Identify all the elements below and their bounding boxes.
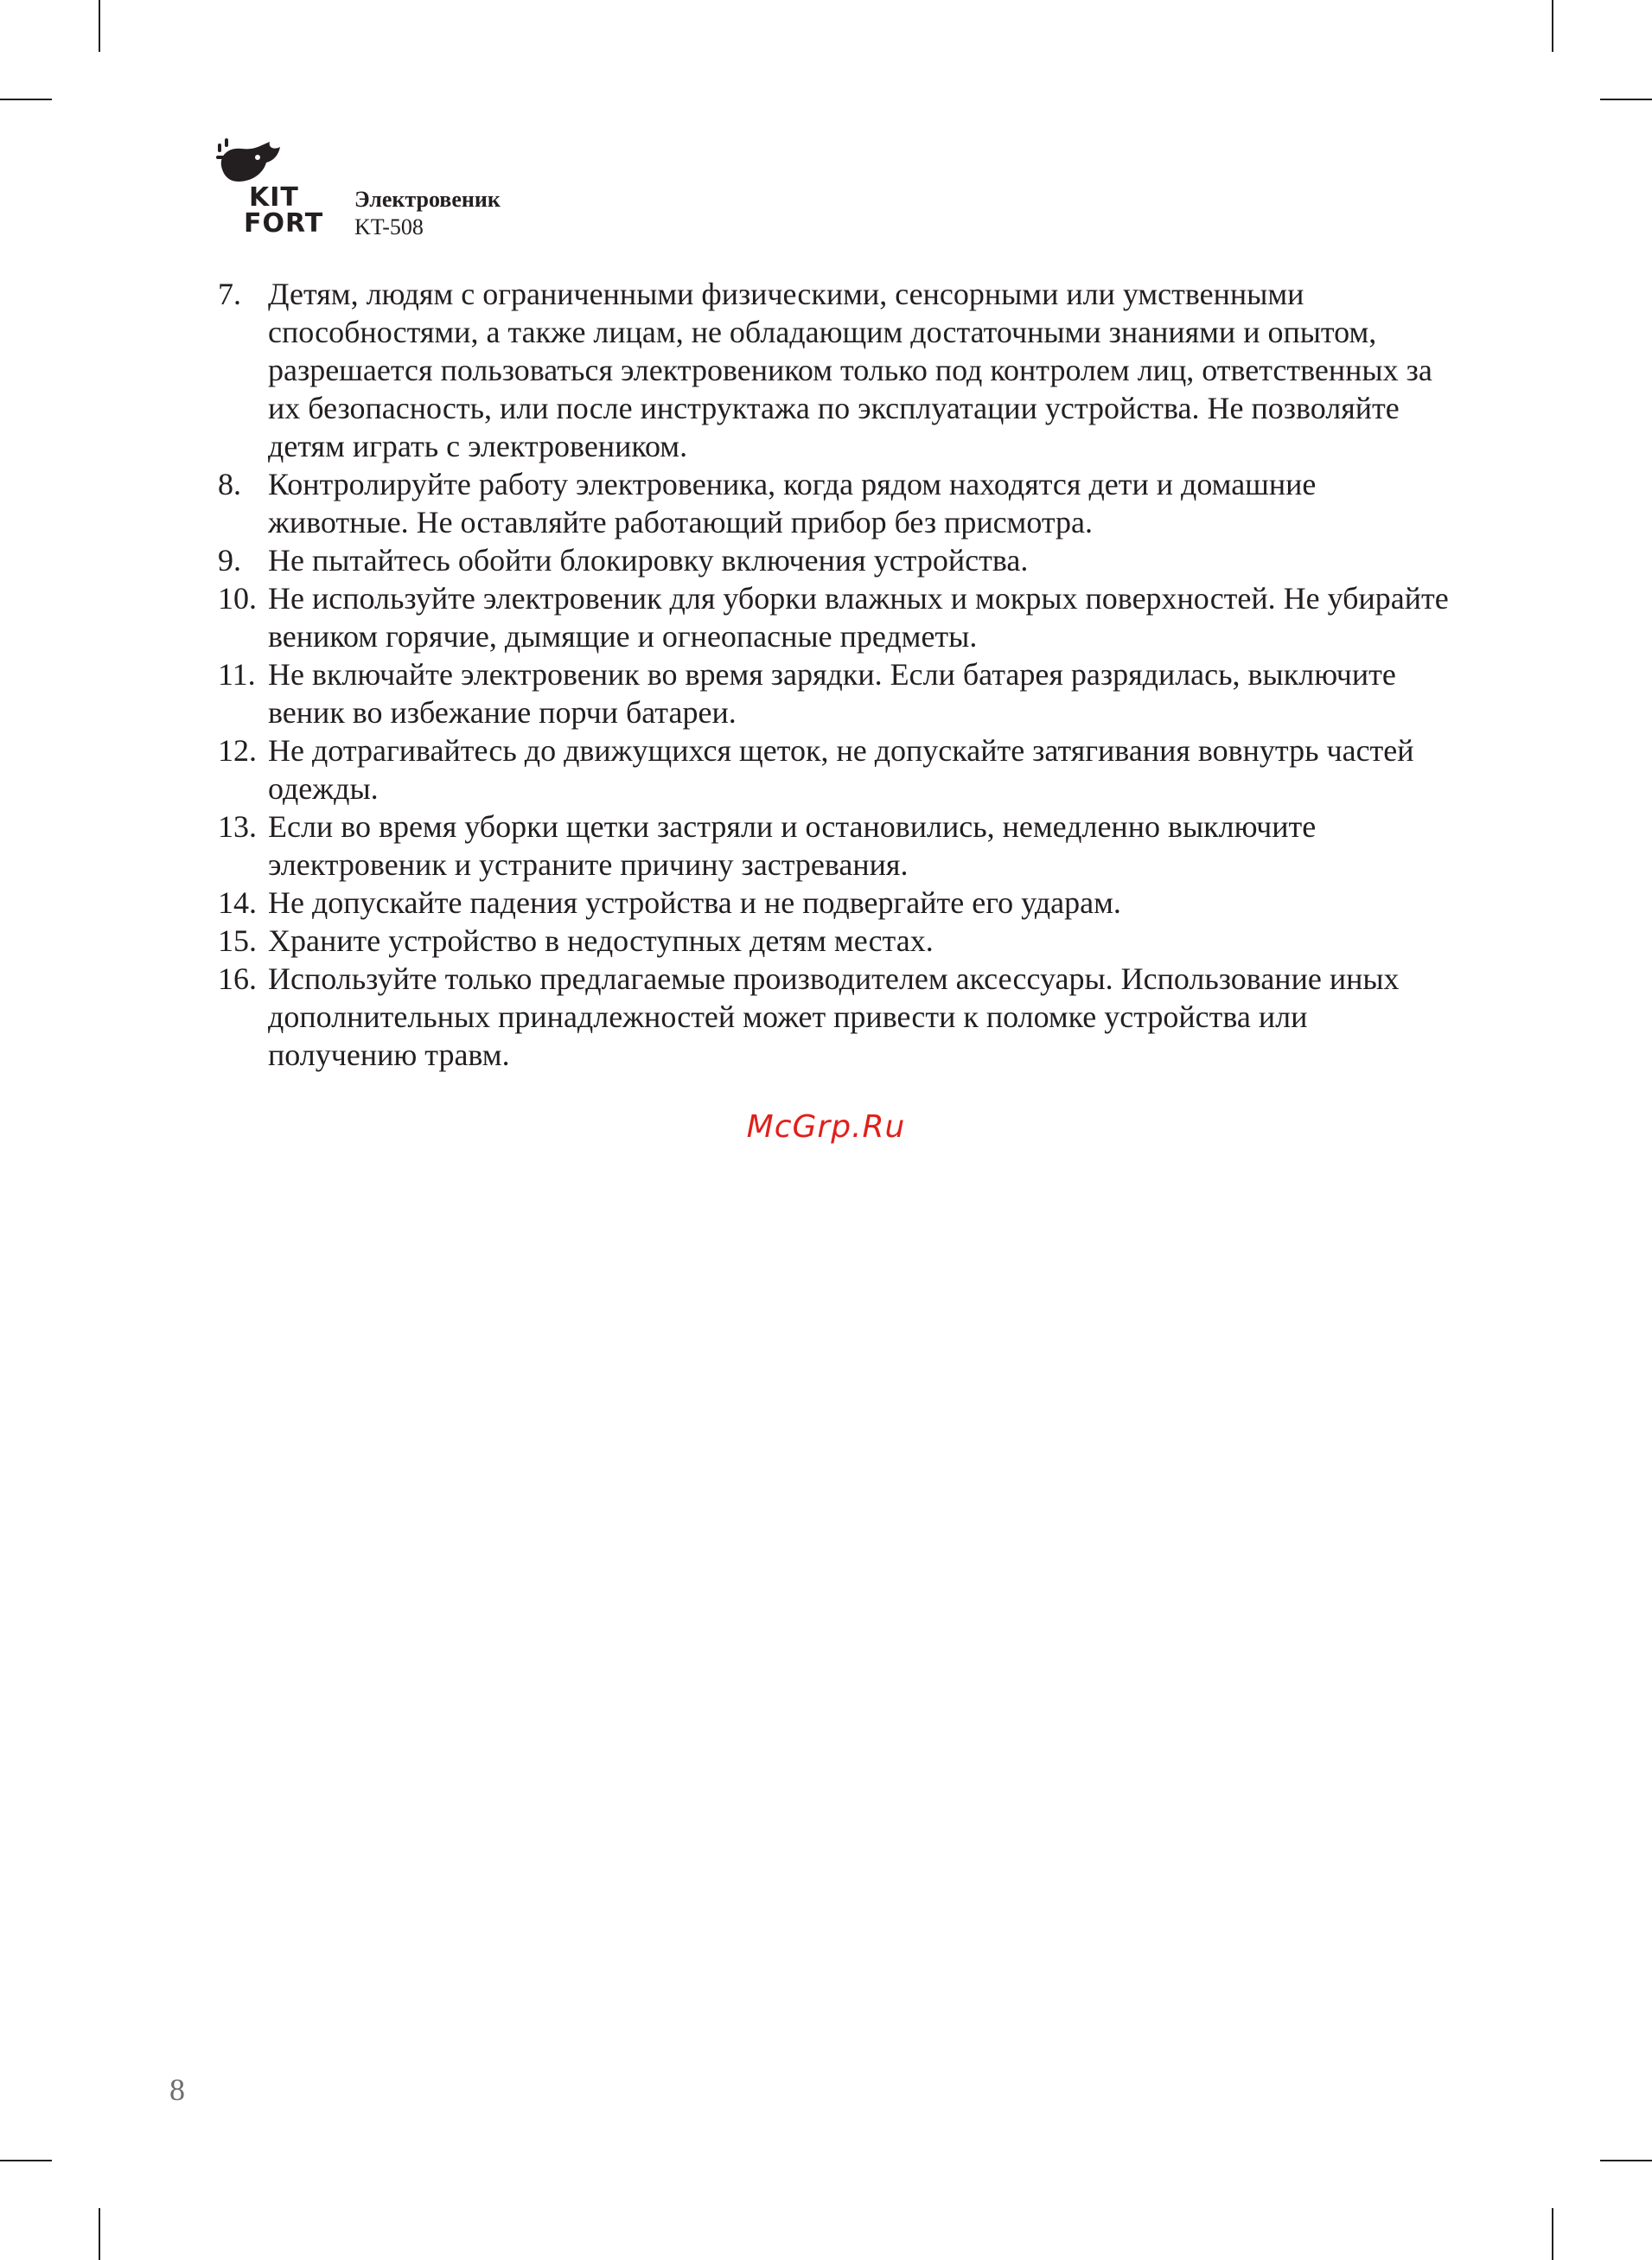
logo-text-kit: KIT	[249, 182, 299, 213]
whale-logo-icon	[216, 137, 285, 187]
list-item	[218, 808, 1463, 884]
list-item-number: 11.	[218, 657, 256, 692]
list-item-text: Не включайте электровеник во время зарядки. Если батарея разрядилась, выключите веник во избежание порчи батареи.	[268, 657, 1396, 730]
product-info	[354, 186, 501, 241]
list-item-number: 16.	[218, 961, 257, 996]
crop-mark-bottom-left	[99, 2208, 100, 2260]
list-item-text: Не допускайте падения устройства и не подвергайте его ударам.	[268, 885, 1121, 920]
product-name: Электровеник	[354, 187, 501, 212]
crop-mark-left-top	[0, 99, 52, 100]
list-item-number: 8.	[218, 467, 241, 501]
list-item-text: Не используйте электровеник для уборки влажных и мокрых поверхностей. Не убирайте веником горячие, дымящие и огнеопасные предметы.	[268, 581, 1449, 654]
crop-mark-right-top	[1600, 99, 1652, 100]
list-item	[218, 579, 1463, 655]
crop-mark-bottom-right	[1552, 2208, 1553, 2260]
list-item	[218, 731, 1463, 808]
list-item-number: 15.	[218, 923, 257, 958]
logo-text-fort: FORT	[244, 208, 324, 239]
list-item	[218, 884, 1463, 922]
list-item-text: Храните устройство в недоступных детям местах.	[268, 923, 934, 958]
list-item-number: 7.	[218, 277, 241, 311]
list-item	[218, 655, 1463, 731]
list-item-text: Не пытайтесь обойти блокировку включения устройства.	[268, 543, 1029, 578]
list-item-text: Детям, людям с ограниченными физическими, сенсорными или умственными способностями, а также лицам, не обладающим достаточными знаниями и опытом, разрешается пользоваться электровеником только под контролем лиц, ответственных за их безопасность, или после инструктажа по эксплуатации устройства. Не позволяйте детям играть с электровеником.	[268, 277, 1432, 463]
page-header	[216, 137, 579, 249]
list-item-text: Контролируйте работу электровеника, когда рядом находятся дети и домашние животные. Не оставляйте работающий прибор без присмотра.	[268, 467, 1317, 539]
list-item	[218, 922, 1463, 960]
crop-mark-left-bottom	[0, 2160, 52, 2161]
list-item-text: Используйте только предлагаемые производителем аксессуары. Использование иных дополнительных принадлежностей может привести к поломке устройства или получению травм.	[268, 961, 1400, 1072]
brand-logo	[216, 137, 328, 249]
crop-mark-right-bottom	[1600, 2160, 1652, 2161]
list-item	[218, 541, 1463, 579]
list-item-text: Если во время уборки щетки застряли и остановились, немедленно выключите электровеник и устраните причину застревания.	[268, 809, 1317, 882]
crop-mark-top-right	[1552, 0, 1553, 52]
page-number: 8	[169, 2072, 185, 2107]
watermark-link[interactable]: McGrp.Ru	[746, 1109, 906, 1145]
logo-wordmark	[244, 182, 324, 239]
list-item-number: 9.	[218, 543, 241, 578]
product-model: KT-508	[354, 214, 424, 239]
safety-rules-list	[218, 275, 1463, 1074]
list-item-text: Не дотрагивайтесь до движущихся щеток, не допускайте затягивания вовнутрь частей одежды.	[268, 733, 1414, 806]
crop-mark-top-left	[99, 0, 100, 52]
list-item-number: 13.	[218, 809, 257, 844]
list-item	[218, 465, 1463, 541]
list-item	[218, 960, 1463, 1074]
list-item-number: 12.	[218, 733, 257, 768]
list-item-number: 10.	[218, 581, 257, 616]
list-item-number: 14.	[218, 885, 257, 920]
list-item	[218, 275, 1463, 465]
